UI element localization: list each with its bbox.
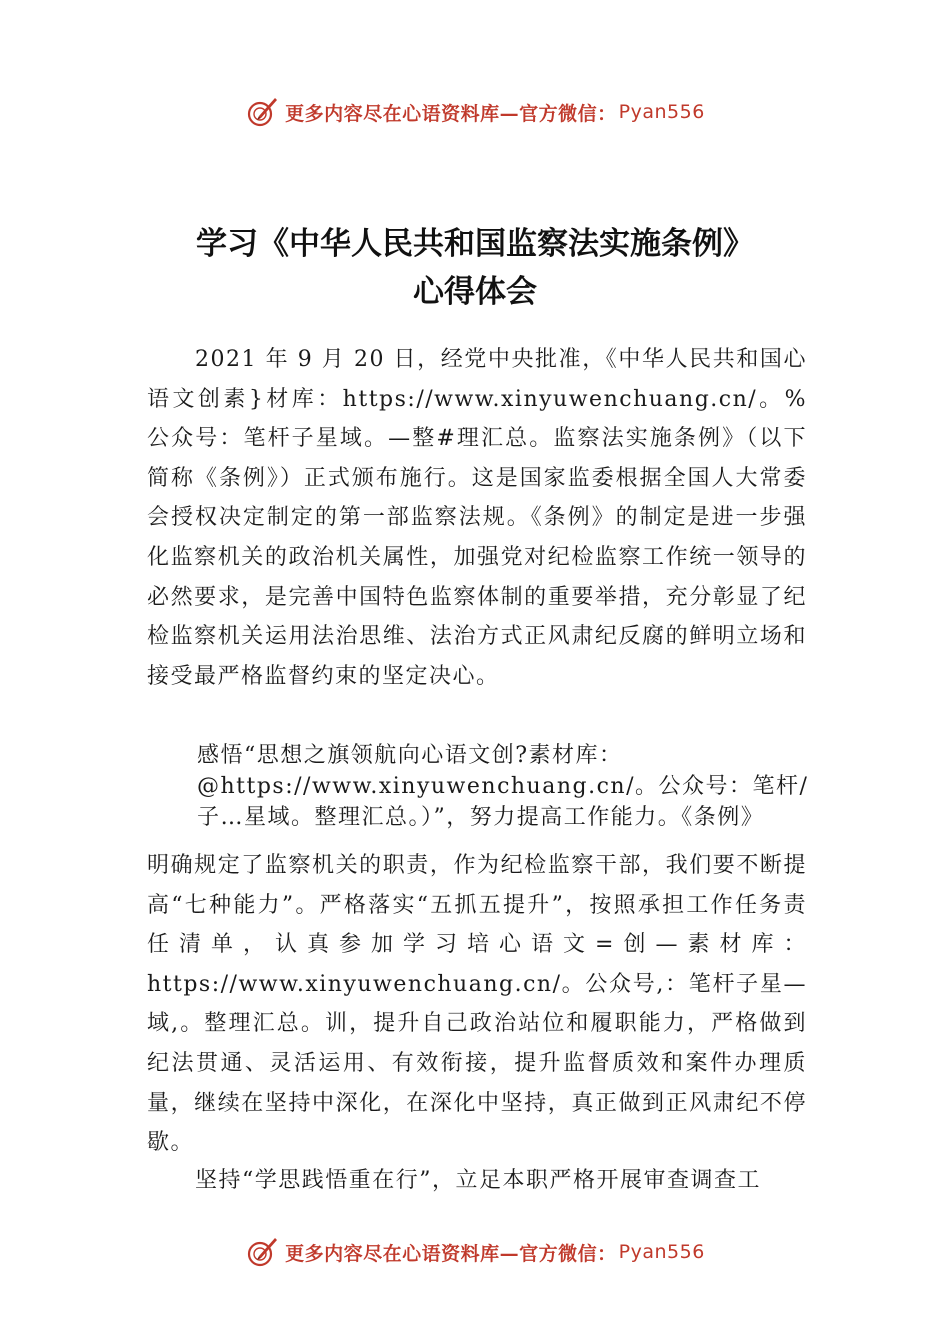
header-banner-wechat-id: Pyan556 <box>618 101 705 123</box>
header-banner <box>0 92 950 132</box>
paragraph-4: 坚持“学思践悟重在行”，立足本职严格开展审查调查工 <box>195 1168 761 1193</box>
paragraph-2-quote: 感悟“思想之旗领航向心语文创?素材库：@https://www.xinyuwenchuang.cn/。公众号：笔杆/子…星域。整理汇总。）”，努力提高工作能力。《条例》 <box>197 743 809 830</box>
body-section-1 <box>147 340 807 696</box>
document-title-line2: 心得体会 <box>413 274 537 310</box>
paragraph-3: 明确规定了监察机关的职责，作为纪检监察干部，我们要不断提高“七种能力”。严格落实“五抓五提升”，按照承担工作任务责任清单，认真参加学习培心语文=创—素材库：https://www.xinyuwenchuang.cn/。公众号,：笔杆子星—域,。整理汇总。训，提升自己政治站位和履职能力，严格做到纪法贯通、灵活运用、有效衔接，提升监督质效和案件办理质量，继续在坚持中深化，在深化中坚持，真正做到正风肃纪不停歇。 <box>147 853 807 1156</box>
quill-pen-logo-icon <box>245 95 279 129</box>
footer-banner <box>0 1232 950 1272</box>
body-section-3 <box>147 1161 807 1201</box>
footer-banner-wechat-id: Pyan556 <box>618 1241 705 1263</box>
paragraph-1: 2021 年 9 月 20 日，经党中央批准，《中华人民共和国心语文创素}材库：https://www.xinyuwenchuang.cn/。%公众号：笔杆子星域。—整#理汇总。监察法实施条例》（以下简称《条例》）正式颁布施行。这是国家监委根据全国人大常委会授权决定制定的第一部监察法规。《条例》的制定是进一步强化监察机关的政治机关属性，加强党对纪检监察工作统一领导的必然要求，是完善中国特色监察体制的重要举措，充分彰显了纪检监察机关运用法治思维、法治方式正风肃纪反腐的鲜明立场和接受最严格监督约束的坚定决心。 <box>147 347 807 689</box>
header-banner-text: 更多内容尽在心语资料库—官方微信： <box>285 102 617 125</box>
quill-pen-logo-icon <box>245 1235 279 1269</box>
document-title-line1: 学习《中华人民共和国监察法实施条例》 <box>196 226 754 262</box>
body-section-2 <box>147 846 807 1163</box>
footer-banner-text: 更多内容尽在心语资料库—官方微信： <box>285 1242 617 1265</box>
